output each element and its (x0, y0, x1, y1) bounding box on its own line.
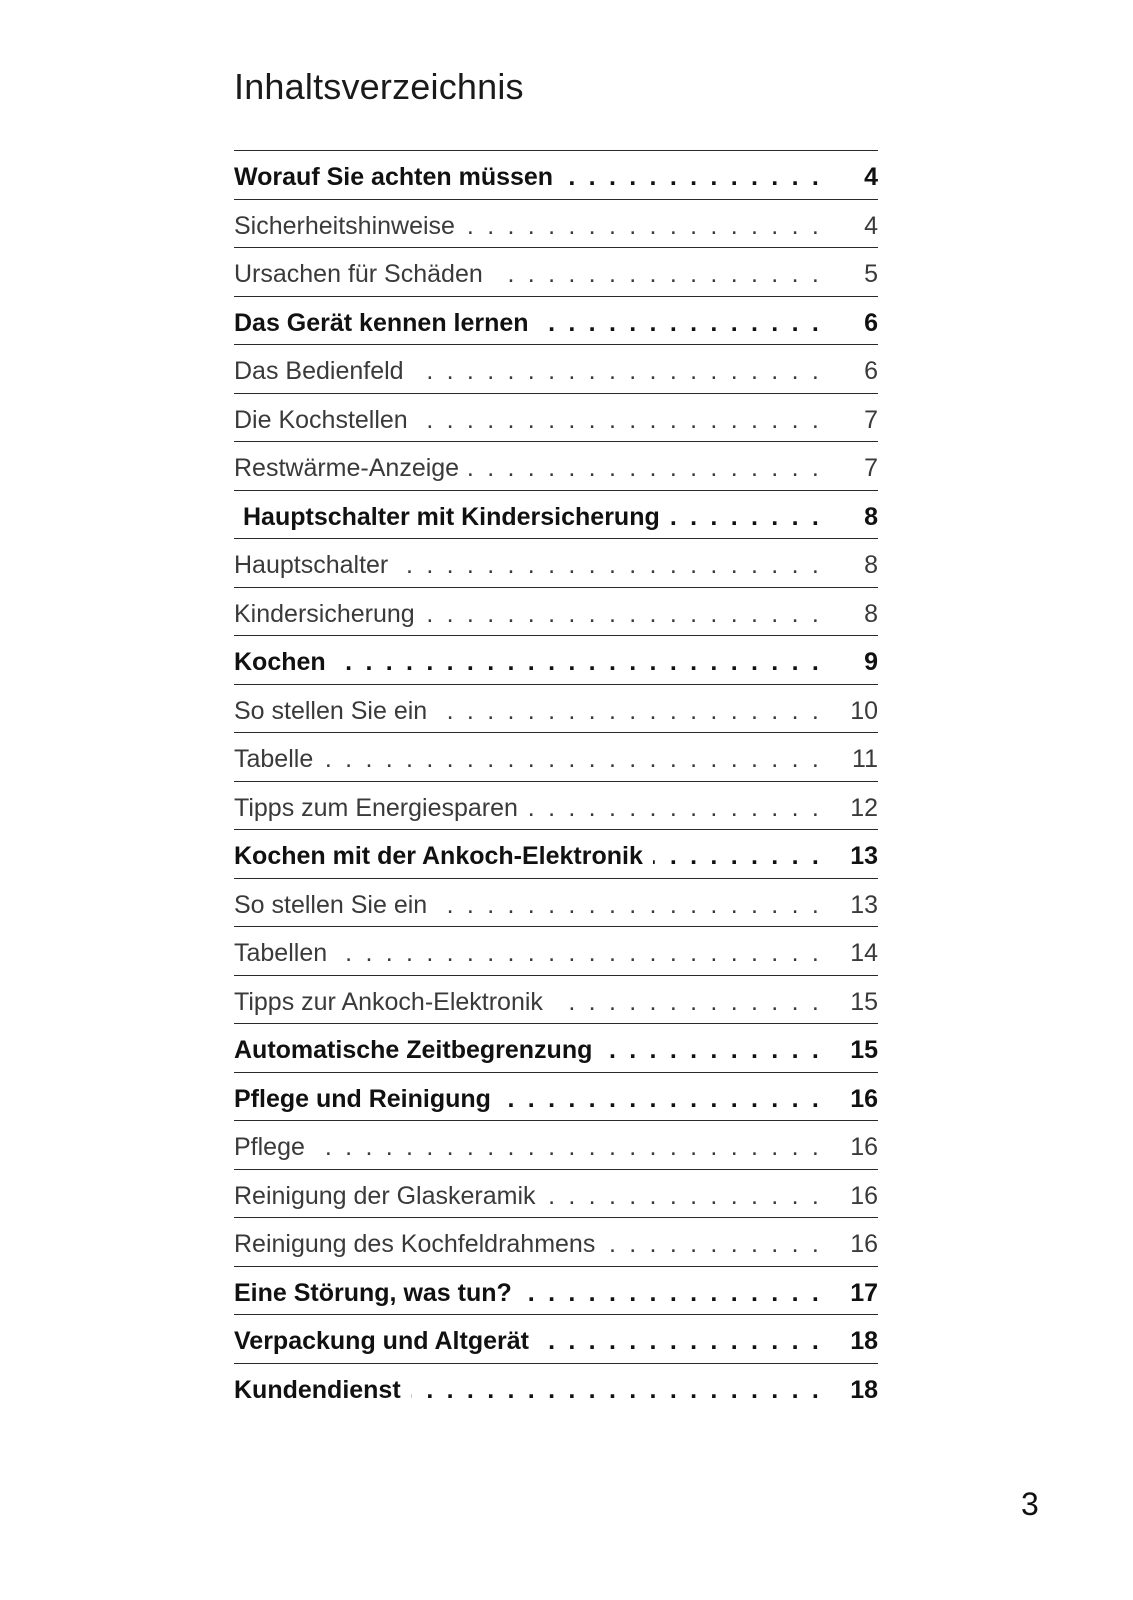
toc-label: Hauptschalter (234, 551, 398, 579)
toc-label: Das Bedienfeld (234, 357, 414, 385)
toc-label: Worauf Sie achten müssen (234, 163, 563, 191)
toc-row[interactable] (234, 442, 878, 491)
toc-page-number: 16 (850, 1084, 878, 1113)
page-title: Inhaltsverzeichnis (234, 66, 524, 107)
toc-row[interactable] (234, 733, 878, 782)
toc-page-number: 16 (850, 1133, 878, 1161)
toc-row[interactable] (234, 1315, 878, 1364)
toc-page-number: 15 (850, 987, 878, 1016)
toc-label: Die Kochstellen (234, 406, 418, 434)
toc-page-number: 13 (850, 842, 878, 870)
toc-page-number: 6 (864, 357, 878, 385)
toc-entry (234, 151, 822, 199)
toc-entry (234, 345, 822, 393)
toc-page-number: 8 (864, 599, 878, 628)
toc-row[interactable] (234, 200, 878, 249)
toc-page-number: 15 (850, 1036, 878, 1064)
toc-label: Eine Störung, was tun? (234, 1279, 522, 1307)
toc-entry (234, 1073, 822, 1121)
toc-entry (234, 879, 822, 927)
toc-page-number: 9 (864, 648, 878, 676)
toc-label: Hauptschalter mit Kindersicherung (234, 503, 670, 531)
toc-entry (234, 442, 822, 490)
toc-row[interactable] (234, 830, 878, 879)
toc-page-number: 5 (864, 260, 878, 288)
toc-row[interactable] (234, 297, 878, 346)
toc-page-number: 16 (850, 1181, 878, 1210)
toc-page-number: 7 (864, 454, 878, 482)
toc-row[interactable] (234, 491, 878, 540)
toc-label: Das Gerät kennen lernen (234, 309, 539, 337)
toc-entry (234, 491, 822, 539)
toc-entry (234, 685, 822, 733)
toc-label: Kundendienst (234, 1376, 411, 1404)
toc-label: Pflege und Reinigung (234, 1085, 501, 1113)
toc-entry (234, 588, 822, 636)
toc-row[interactable] (234, 588, 878, 637)
toc-entry (234, 636, 822, 684)
toc-page-number: 13 (850, 890, 878, 919)
toc-entry (234, 1315, 822, 1363)
toc-page-number: 6 (864, 308, 878, 337)
toc-entry (234, 1024, 822, 1072)
toc-entry (234, 297, 822, 345)
toc-page-number: 8 (864, 551, 878, 579)
toc-label: Tipps zur Ankoch-Elektronik (234, 988, 553, 1016)
toc-row[interactable] (234, 1218, 878, 1267)
toc-page-number: 16 (850, 1230, 878, 1258)
toc-row[interactable] (234, 1121, 878, 1170)
toc-page-number: 10 (850, 696, 878, 725)
toc-label: Sicherheitshinweise (234, 212, 465, 240)
toc-entry (234, 782, 822, 830)
toc-label: Tabelle (234, 745, 323, 773)
toc-entry (234, 200, 822, 248)
toc-entry (234, 1121, 822, 1169)
toc-row[interactable] (234, 782, 878, 831)
toc-label: Reinigung der Glaskeramik (234, 1182, 546, 1210)
toc-label: So stellen Sie ein (234, 697, 437, 725)
toc-row[interactable] (234, 345, 878, 394)
toc-row[interactable] (234, 1024, 878, 1073)
toc-entry (234, 1364, 822, 1412)
toc-entry (234, 394, 822, 442)
toc-entry (234, 1267, 822, 1315)
toc-entry (234, 733, 822, 781)
toc-label: Kochen (234, 648, 336, 676)
toc-row[interactable] (234, 636, 878, 685)
toc-row[interactable] (234, 976, 878, 1025)
toc-label: Restwärme-Anzeige (234, 454, 469, 482)
toc-entry (234, 1218, 822, 1266)
toc-entry (234, 976, 822, 1024)
toc-label: So stellen Sie ein (234, 891, 437, 919)
toc-label: Tabellen (234, 939, 337, 967)
toc-row[interactable] (234, 1170, 878, 1219)
toc-page-number: 18 (850, 1327, 878, 1355)
toc-label: Reinigung des Kochfeldrahmens (234, 1230, 605, 1258)
page-number: 3 (1021, 1486, 1039, 1522)
toc-label: Tipps zum Energiesparen (234, 794, 528, 822)
toc-row[interactable] (234, 685, 878, 734)
toc-page-number: 8 (864, 502, 878, 531)
toc-label: Kindersicherung (234, 600, 425, 628)
toc-row[interactable] (234, 1267, 878, 1316)
toc-row[interactable] (234, 879, 878, 928)
toc-page-number: 7 (864, 405, 878, 434)
toc-label: Verpackung und Altgerät (234, 1327, 539, 1355)
toc-label: Ursachen für Schäden (234, 260, 493, 288)
toc-page-number: 18 (850, 1375, 878, 1404)
table-of-contents (234, 150, 878, 1412)
toc-page-number: 4 (864, 211, 878, 240)
toc-row[interactable] (234, 248, 878, 297)
toc-row[interactable] (234, 151, 878, 200)
toc-page-number: 11 (852, 745, 878, 773)
toc-page-number: 12 (850, 793, 878, 822)
toc-label: Automatische Zeitbegrenzung (234, 1036, 602, 1064)
toc-entry (234, 927, 822, 975)
toc-page-number: 4 (864, 163, 878, 191)
toc-entry (234, 539, 822, 587)
toc-entry (234, 830, 822, 878)
toc-row[interactable] (234, 927, 878, 976)
toc-row[interactable] (234, 539, 878, 588)
toc-row[interactable] (234, 1073, 878, 1122)
toc-label: Kochen mit der Ankoch-Elektronik (234, 842, 653, 870)
toc-label: Pflege (234, 1133, 315, 1161)
toc-row[interactable] (234, 1364, 878, 1413)
toc-page-number: 17 (850, 1278, 878, 1307)
toc-page-number: 14 (850, 939, 878, 967)
toc-entry (234, 1170, 822, 1218)
toc-entry (234, 248, 822, 296)
toc-row[interactable] (234, 394, 878, 443)
